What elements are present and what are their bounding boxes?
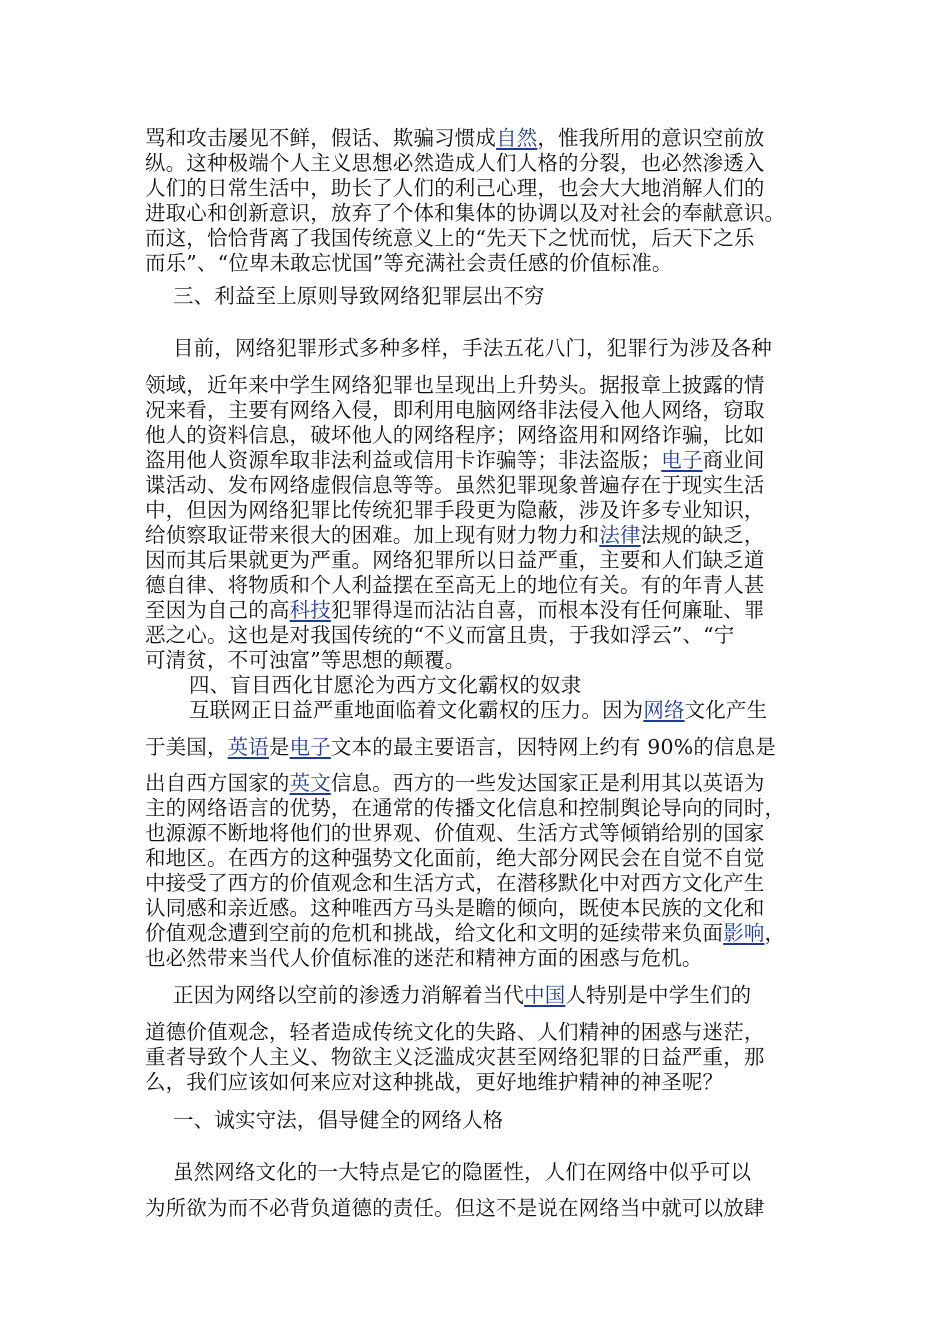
text-run: 纵。这种极端个人主义思想必然造成人们人格的分裂，也必然渗透入 (145, 151, 765, 175)
paragraph (145, 698, 815, 723)
text-run: 文化产生 (684, 698, 768, 722)
text-run: 虽然网络文化的一大特点是它的隐匿性，人们在网络中似乎可以 (173, 1160, 752, 1184)
text-run: ，惟我所用的意识空前放 (537, 126, 765, 150)
hyperlink[interactable]: 自然 (496, 126, 538, 150)
text-run: 信息。西方的一些发达国家正是利用其以英语为 (330, 771, 765, 795)
text-line (145, 448, 815, 473)
text-run: 三、利益至上原则导致网络犯罪层出不穷 (173, 284, 545, 308)
text-line (145, 423, 815, 448)
text-line (145, 498, 815, 523)
paragraph (145, 126, 815, 276)
text-line (145, 251, 815, 276)
text-run: 可清贫，不可浊富”等思想的颠覆。 (145, 648, 466, 672)
text-run: 商业间 (702, 448, 765, 472)
text-run: 于美国， (145, 735, 228, 759)
text-line (145, 1196, 815, 1221)
hyperlink[interactable]: 英语 (227, 735, 269, 759)
text-run: 而乐”、“位卑未敢忘忧国”等充满社会责任感的价值标准。 (145, 251, 673, 275)
text-line (145, 846, 815, 871)
text-run: 领域，近年来中学生网络犯罪也呈现出上升势头。据报章上披露的情 (145, 373, 765, 397)
paragraph (145, 336, 815, 361)
text-run: 道德价值观念，轻者造成传统文化的失路、人们精神的困惑与迷茫， (145, 1020, 765, 1044)
text-line (145, 284, 815, 309)
text-run: 人们的日常生活中，助长了人们的利己心理，也会大大地消解人们的 (145, 176, 765, 200)
paragraph (145, 1020, 815, 1095)
text-run: 中，但因为网络犯罪比传统犯罪手段更为隐蔽，涉及许多专业知识， (145, 498, 765, 522)
text-line (145, 176, 815, 201)
text-line (145, 771, 815, 796)
text-run: ， (764, 921, 786, 945)
text-run: 骂和攻击屡见不鲜，假话、欺骗习惯成 (145, 126, 497, 150)
text-line (145, 698, 815, 723)
text-line (145, 151, 815, 176)
text-line (145, 896, 815, 921)
hyperlink[interactable]: 电子 (661, 448, 703, 472)
text-line (145, 573, 815, 598)
text-line (145, 398, 815, 423)
text-line (145, 921, 815, 946)
text-run: 至因为自己的高 (145, 598, 290, 622)
text-run: 谍活动、发布网络虚假信息等等。虽然犯罪现象普遍存在于现实生活 (145, 473, 765, 497)
text-run: 他人的资料信息，破坏他人的网络程序；网络盗用和网络诈骗，比如 (145, 423, 765, 447)
text-run: 重者导致个人主义、物欲主义泛滥成灾甚至网络犯罪的日益严重，那 (145, 1045, 765, 1069)
text-run: 德自律、将物质和个人利益摆在至高无上的地位有关。有的年青人甚 (145, 573, 765, 597)
hyperlink[interactable]: 法律 (599, 523, 641, 547)
text-run: 也源源不断地将他们的世界观、价值观、生活方式等倾销给别的国家 (145, 821, 765, 845)
text-run: 认同感和亲近感。这种唯西方马头是瞻的倾向，既使本民族的文化和 (145, 896, 765, 920)
paragraph (145, 284, 815, 309)
text-run: 出自西方国家的 (145, 771, 290, 795)
text-line (145, 126, 815, 151)
hyperlink[interactable]: 英文 (289, 771, 331, 795)
text-run: 况来看，主要有网络入侵，即利用电脑网络非法侵入他人网络，窃取 (145, 398, 765, 422)
text-line (145, 336, 815, 361)
hyperlink[interactable]: 科技 (289, 598, 331, 622)
text-line (145, 226, 815, 251)
text-run: 也必然带来当代人价值标准的迷茫和精神方面的困惑与危机。 (145, 946, 703, 970)
text-line (145, 673, 815, 698)
text-run: 文本的最主要语言，因特网上约有 90%的信息是 (330, 735, 776, 759)
text-line (145, 473, 815, 498)
paragraph (145, 673, 815, 698)
text-line (145, 1070, 815, 1095)
hyperlink[interactable]: 影响 (723, 921, 765, 945)
text-run: 么，我们应该如何来应对这种挑战，更好地维护精神的神圣呢？ (145, 1070, 724, 1094)
text-line (145, 1020, 815, 1045)
text-run: 互联网正日益严重地面临着文化霸权的压力。因为 (189, 698, 644, 722)
text-line (145, 871, 815, 896)
text-line (145, 373, 815, 398)
text-run: 为所欲为而不必背负道德的责任。但这不是说在网络当中就可以放肆 (145, 1196, 765, 1220)
text-run: 一、诚实守法，倡导健全的网络人格 (173, 1108, 504, 1132)
text-run: 因而其后果就更为严重。网络犯罪所以日益严重，主要和人们缺乏道 (145, 548, 765, 572)
text-run: 中接受了西方的价值观念和生活方式，在潜移默化中对西方文化产生 (145, 871, 765, 895)
text-line (145, 598, 815, 623)
text-line (145, 523, 815, 548)
text-run: 盗用他人资源牟取非法利益或信用卡诈骗等；非法盗版； (145, 448, 662, 472)
hyperlink[interactable]: 中国 (524, 983, 566, 1007)
text-run: 恶之心。这也是对我国传统的“不义而富且贵，于我如浮云”、“宁 (145, 623, 735, 647)
paragraph (145, 735, 815, 760)
text-run: 法规的缺乏， (640, 523, 765, 547)
text-run: 目前，网络犯罪形式多种多样，手法五花八门，犯罪行为涉及各种 (173, 336, 772, 360)
text-line (145, 735, 815, 760)
text-line (145, 1108, 815, 1133)
paragraph (145, 1196, 815, 1221)
hyperlink[interactable]: 网络 (643, 698, 685, 722)
text-line (145, 201, 815, 226)
text-run: 正因为网络以空前的渗透力消解着当代 (173, 983, 525, 1007)
text-run: 主的网络语言的优势，在通常的传播文化信息和控制舆论导向的同时， (145, 796, 786, 820)
text-run: 进取心和创新意识，放弃了个体和集体的协调以及对社会的奉献意识。 (145, 201, 786, 225)
text-line (145, 821, 815, 846)
paragraph (145, 771, 815, 971)
text-run: 犯罪得逞而沾沾自喜，而根本没有任何廉耻、罪 (330, 598, 765, 622)
text-run: 是 (268, 735, 290, 759)
text-run: 价值观念遭到空前的危机和挑战，给文化和文明的延续带来负面 (145, 921, 724, 945)
text-line (145, 796, 815, 821)
paragraph (145, 1108, 815, 1133)
text-run: 和地区。在西方的这种强势文化面前，绝大部分网民会在自觉不自觉 (145, 846, 765, 870)
text-line (145, 983, 815, 1008)
text-line (145, 548, 815, 573)
paragraph (145, 983, 815, 1008)
text-line (145, 648, 815, 673)
text-line (145, 623, 815, 648)
paragraph (145, 1160, 815, 1185)
hyperlink[interactable]: 电子 (289, 735, 331, 759)
text-run: 四、盲目西化甘愿沦为西方文化霸权的奴隶 (189, 673, 582, 697)
text-run: 而这，恰恰背离了我国传统意义上的“先天下之忧而忧，后天下之乐 (145, 226, 755, 250)
text-run: 人特别是中学生们的 (565, 983, 752, 1007)
text-line (145, 1160, 815, 1185)
text-run: 给侦察取证带来很大的困难。加上现有财力物力和 (145, 523, 600, 547)
text-line (145, 1045, 815, 1070)
text-line (145, 946, 815, 971)
paragraph (145, 373, 815, 673)
